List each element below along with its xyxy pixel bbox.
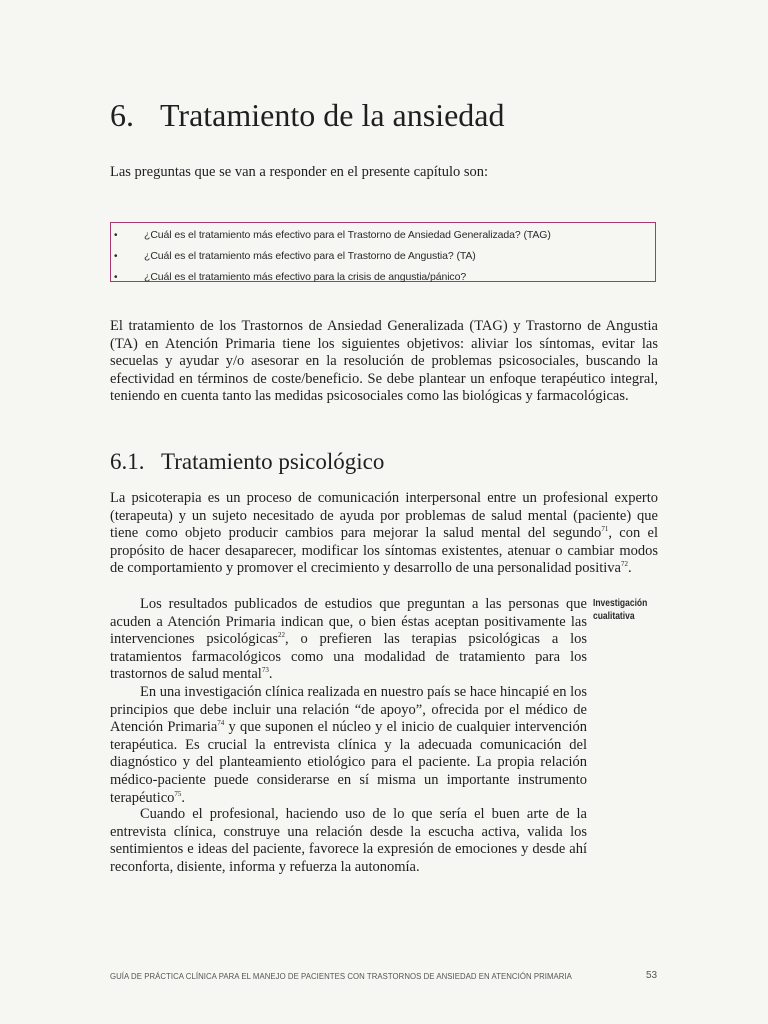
section-heading <box>110 447 384 477</box>
question-item <box>111 225 655 246</box>
paragraph-psychotherapy <box>110 490 658 578</box>
paragraph-text: . <box>627 560 632 577</box>
paragraph-professional: Cuando el profesional, haciendo uso de lo que sería el buen arte de la entrevista clínica, construye una relación desde la escucha activa, valida los sentimientos e ideas del paciente, favorece la expresión de emociones y desde ahí reconforta, disiente, informa y refuerza la autonomía. <box>110 806 587 875</box>
paragraph-text: En una investigación clínica realizada en nuestro país se hace hincapié en los principios que debe incluir una relación “de apoyo”, ofrecida por el médico de Atención Primaria <box>110 684 587 736</box>
page-number: 53 <box>646 970 658 981</box>
question-item <box>111 267 655 288</box>
intro-text: Las preguntas que se van a responder en el presente capítulo son: <box>110 164 489 180</box>
paragraph-text: Los resultados publicados de estudios que preguntan a las personas que acuden a Atención Primaria indican que, o bien éstas aceptan positivamente las intervenciones psicológicas <box>110 596 587 648</box>
reference: 74 <box>217 719 225 728</box>
questions-box <box>110 222 656 282</box>
paragraph-text: . <box>181 789 186 806</box>
question-text: ¿Cuál es el tratamiento más efectivo para el Trastorno de Ansiedad Generalizada? (TAG) <box>144 229 551 241</box>
bullet-icon: • <box>114 230 118 241</box>
chapter-heading <box>110 94 505 136</box>
running-footer: GUÍA DE PRÁCTICA CLÍNICA PARA EL MANEJO DE PACIENTES CON TRASTORNOS DE ANSIEDAD EN ATENCIÓN PRIMARIA <box>110 972 572 981</box>
section-number: 6.1. <box>110 449 145 474</box>
paragraph-text: , con el propósito de hacer desaparecer, modificar los síntomas existentes, atenuar o cambiar modos de comportamiento y promover el crecimiento y desarrollo de una personalidad positiva <box>110 525 658 577</box>
reference: 73 <box>261 666 269 675</box>
paragraph-objectives: El tratamiento de los Trastornos de Ansiedad Generalizada (TAG) y Trastorno de Angustia (TA) en Atención Primaria tiene los siguientes objetivos: aliviar los síntomas, evitar las secuelas y ayudar y/o asesorar en la resolución de problemas psicosociales, buscando la efectividad en términos de coste/beneficio. Se debe plantear un enfoque terapéutico integral, teniendo en cuenta tanto las medidas psicosociales como las biológicas y farmacológicas. <box>110 318 658 405</box>
reference: 75 <box>174 789 182 798</box>
question-text: ¿Cuál es el tratamiento más efectivo para la crisis de angustia/pánico? <box>144 271 467 283</box>
chapter-number: 6. <box>110 97 134 133</box>
paragraph-text: , o prefieren las terapias psicológicas a los tratamientos farmacológicos como una modalidad de tratamiento para los trastornos de salud mental <box>110 631 587 683</box>
paragraph-text: y que suponen el núcleo y el inicio de cualquier intervención terapéutica. Es crucial la entrevista clínica y la adecuada comunicación del diagnóstico y del planteamiento etiológico para el paciente. La propia relación médico-paciente puede considerarse en sí misma un importante instrumento terapéutico <box>110 719 587 806</box>
paragraph-clinical-research <box>110 684 587 807</box>
paragraph-results <box>110 596 587 684</box>
margin-note: Investigación cualitativa <box>593 598 648 622</box>
bullet-icon: • <box>114 272 118 283</box>
reference: 72 <box>620 560 628 569</box>
section-title: Tratamiento psicológico <box>161 449 385 474</box>
paragraph-text: La psicoterapia es un proceso de comunicación interpersonal entre un profesional experto (terapeuta) y un sujeto necesitado de ayuda por problemas de salud mental (paciente) que tiene como objeto producir cambios para mejorar la salud mental del segundo <box>110 490 658 542</box>
bullet-icon: • <box>114 251 118 262</box>
chapter-title: Tratamiento de la ansiedad <box>160 97 505 133</box>
question-text: ¿Cuál es el tratamiento más efectivo para el Trastorno de Angustia? (TA) <box>144 250 476 262</box>
reference: 71 <box>601 525 609 534</box>
reference: 22 <box>278 631 286 640</box>
paragraph-text: . <box>268 666 273 683</box>
question-item <box>111 246 655 267</box>
